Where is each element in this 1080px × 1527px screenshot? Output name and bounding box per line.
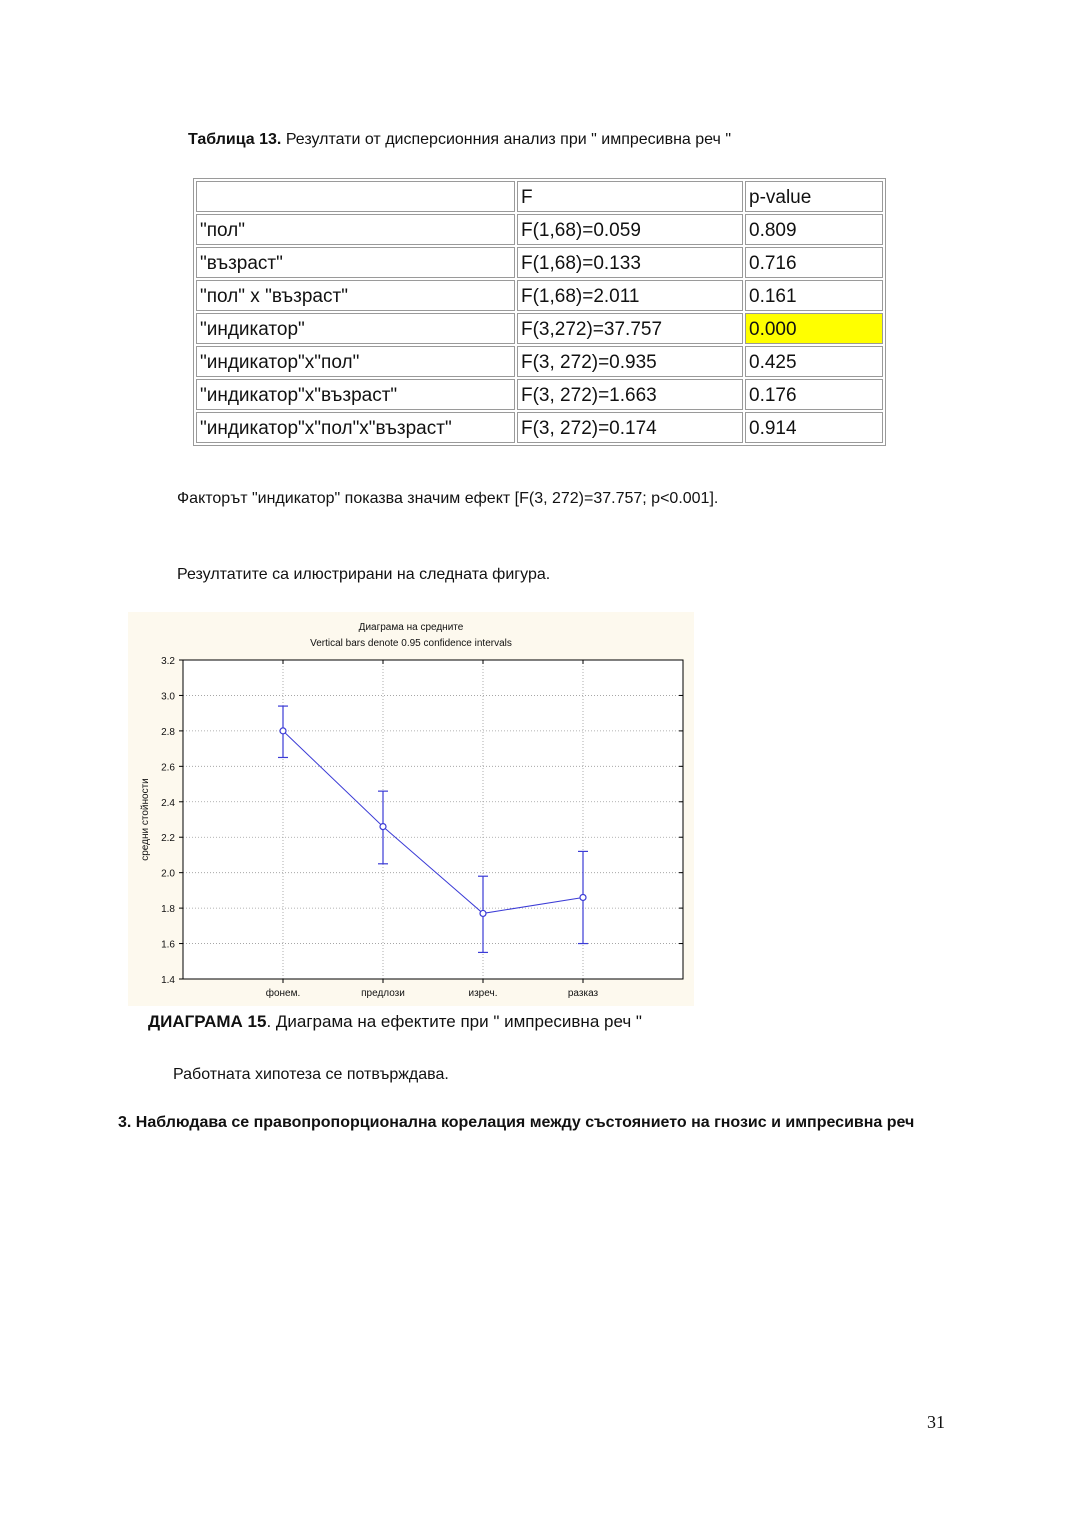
table-header-cell: p-value xyxy=(745,181,883,212)
table-caption-text: Резултати от дисперсионния анализ при " импресивна реч " xyxy=(281,131,731,148)
y-tick-label: 2.2 xyxy=(161,833,175,845)
chart-title: Диаграма на средните xyxy=(358,622,464,633)
table-row xyxy=(196,379,883,410)
table-cell: "индикатор"x"пол"x"възраст" xyxy=(196,412,515,443)
data-point xyxy=(280,728,286,734)
y-tick-label: 2.6 xyxy=(161,762,175,774)
table-cell: "пол" xyxy=(196,214,515,245)
page-number: 31 xyxy=(927,1412,945,1432)
table-cell: F(3, 272)=0.935 xyxy=(517,346,743,377)
chart-subtitle: Vertical bars denote 0.95 confidence intervals xyxy=(310,638,512,649)
table-caption-label: Таблица 13. xyxy=(188,131,282,148)
table-cell: F(3,272)=37.757 xyxy=(517,313,743,344)
y-tick-label: 1.4 xyxy=(161,975,175,986)
table-header-row xyxy=(196,181,883,212)
x-tick-label: разказ xyxy=(567,988,599,999)
table-cell: F(3, 272)=0.174 xyxy=(517,412,743,443)
table-row xyxy=(196,214,883,245)
table-cell: 0.809 xyxy=(745,214,883,245)
x-tick-label: фонем. xyxy=(265,988,301,999)
table-cell: 0.425 xyxy=(745,346,883,377)
point-three-heading: 3. Наблюдава се правопропорционална корелация между състоянието на гнозис и импресивна реч xyxy=(118,1114,915,1131)
table-cell: F(1,68)=0.133 xyxy=(517,247,743,278)
figure-caption xyxy=(148,1012,642,1032)
data-point xyxy=(380,824,386,830)
table-cell: 0.716 xyxy=(745,247,883,278)
anova-table xyxy=(193,178,886,446)
table-cell: "индикатор" xyxy=(196,313,515,344)
y-tick-label: 1.8 xyxy=(161,904,175,916)
figure-caption-text: . Диаграма на ефектите при " импресивна реч " xyxy=(266,1012,642,1031)
figure-caption-label: ДИАГРАМА 15 xyxy=(148,1012,267,1031)
table-row xyxy=(196,313,883,344)
table-row xyxy=(196,346,883,377)
table-caption xyxy=(188,131,731,149)
y-axis-label: средни стойности xyxy=(140,778,151,861)
table-cell: F(3, 272)=1.663 xyxy=(517,379,743,410)
x-tick-label: предлози xyxy=(361,988,405,999)
data-point xyxy=(480,910,486,916)
y-tick-label: 2.4 xyxy=(161,797,175,809)
y-tick-label: 2.0 xyxy=(161,868,175,880)
data-point xyxy=(580,894,586,900)
means-chart xyxy=(128,612,694,1006)
x-tick-label: изреч. xyxy=(468,988,498,999)
y-tick-label: 3.2 xyxy=(161,656,175,667)
table-cell: F(1,68)=2.011 xyxy=(517,280,743,311)
table-cell: "възраст" xyxy=(196,247,515,278)
table-cell: 0.176 xyxy=(745,379,883,410)
highlighted-p-value-cell: 0.000 xyxy=(745,313,883,344)
plot-area xyxy=(183,660,683,979)
table-cell: 0.161 xyxy=(745,280,883,311)
effect-paragraph: Факторът "индикатор" показва значим ефект [F(3, 272)=37.757; p<0.001]. xyxy=(177,490,719,507)
table-row xyxy=(196,247,883,278)
hypothesis-paragraph: Работната хипотеза се потвърждава. xyxy=(173,1066,449,1083)
table-cell: F(1,68)=0.059 xyxy=(517,214,743,245)
y-tick-label: 3.0 xyxy=(161,691,175,703)
means-chart-svg xyxy=(128,612,694,1006)
table-row xyxy=(196,280,883,311)
table-row xyxy=(196,412,883,443)
table-header-cell: F xyxy=(517,181,743,212)
y-tick-label: 2.8 xyxy=(161,726,175,738)
table-cell: "индикатор"x"възраст" xyxy=(196,379,515,410)
table-cell: "индикатор"x"пол" xyxy=(196,346,515,377)
illustration-paragraph: Резултатите са илюстрирани на следната фигура. xyxy=(177,566,551,583)
y-tick-label: 1.6 xyxy=(161,939,175,951)
table-header-cell xyxy=(196,181,515,212)
table-cell: "пол" x "възраст" xyxy=(196,280,515,311)
table-cell: 0.914 xyxy=(745,412,883,443)
